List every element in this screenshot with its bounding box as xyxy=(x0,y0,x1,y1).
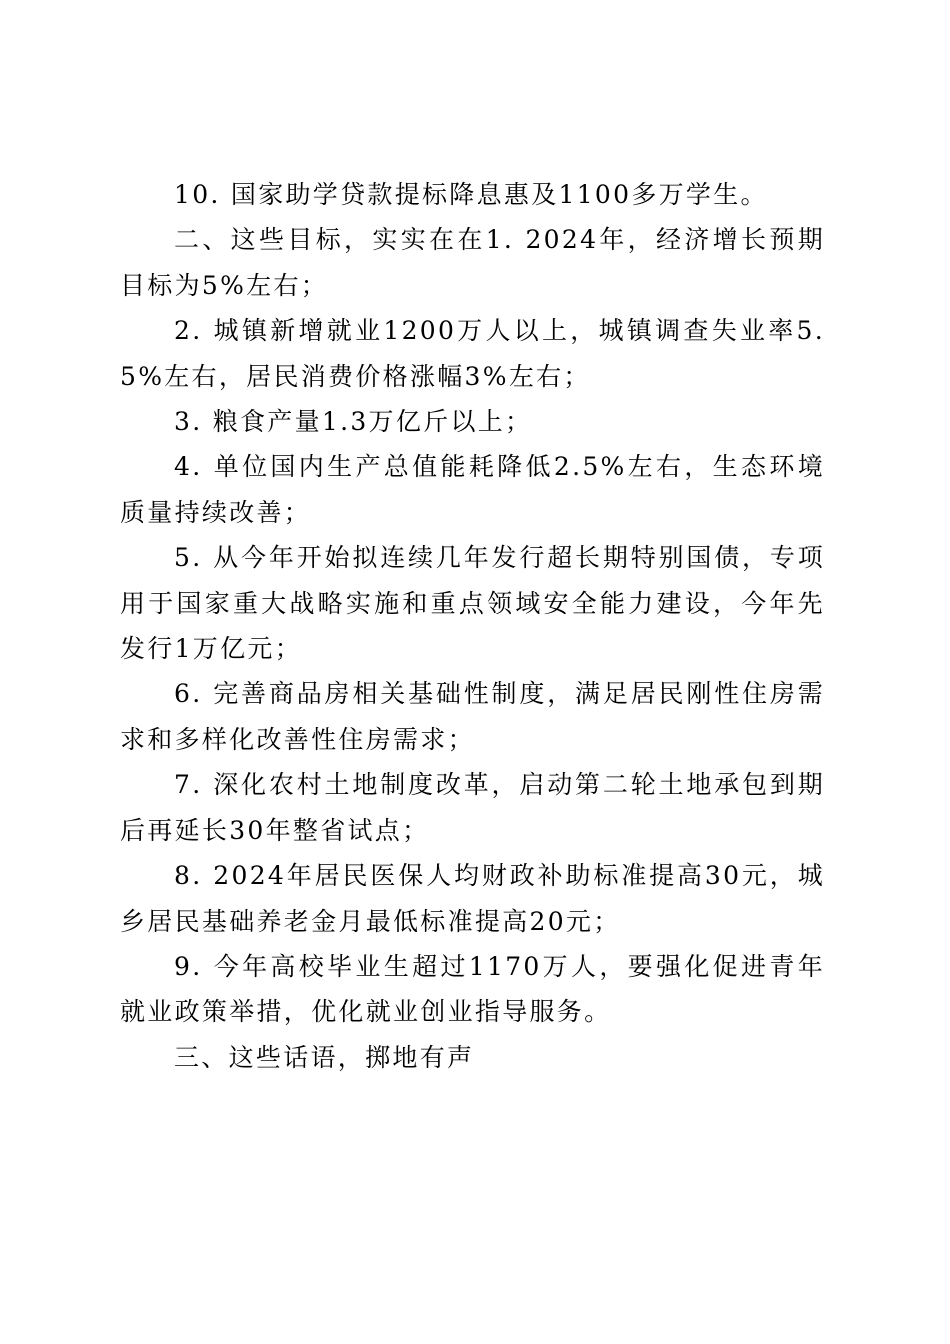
document-body xyxy=(120,172,825,1080)
paragraph-2-employment: 2. 城镇新增就业1200万人以上，城镇调查失业率5.5%左右，居民消费价格涨幅3%左右； xyxy=(120,316,825,391)
paragraph-4-energy: 4. 单位国内生产总值能耗降低2.5%左右，生态环境质量持续改善； xyxy=(120,452,825,527)
paragraph-8-medical-insurance: 8. 2024年居民医保人均财政补助标准提高30元，城乡居民基础养老金月最低标准提高20元； xyxy=(120,861,825,936)
paragraph-7-land-reform: 7. 深化农村土地制度改革，启动第二轮土地承包到期后再延长30年整省试点； xyxy=(120,770,825,845)
paragraph-9-graduates: 9. 今年高校毕业生超过1170万人，要强化促进青年就业政策举措，优化就业创业指导服务。 xyxy=(120,951,825,1027)
paragraph-section-2-growth-target: 二、这些目标，实实在在1. 2024年，经济增长预期目标为5%左右； xyxy=(120,225,825,300)
paragraph-section-3-heading: 三、这些话语，掷地有声 xyxy=(174,1042,475,1072)
paragraph-5-bonds: 5. 从今年开始拟连续几年发行超长期特别国债，专项用于国家重大战略实施和重点领域安全能力建设，今年先发行1万亿元； xyxy=(120,543,825,664)
paragraph-10-loan: 10. 国家助学贷款提标降息惠及1100多万学生。 xyxy=(174,180,768,209)
paragraph-3-grain: 3. 粮食产量1.3万亿斤以上； xyxy=(174,407,533,437)
paragraph-6-housing: 6. 完善商品房相关基础性制度，满足居民刚性住房需求和多样化改善性住房需求； xyxy=(120,679,825,754)
